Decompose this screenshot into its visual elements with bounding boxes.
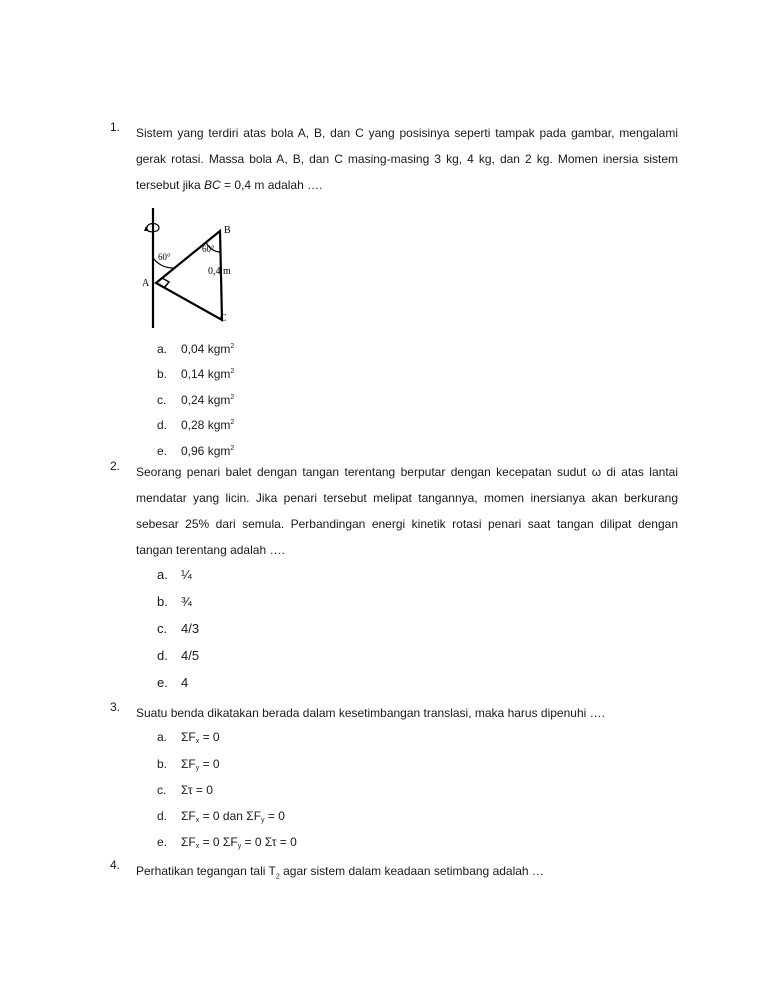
point-label-b: B: [224, 225, 231, 236]
q2-option-d[interactable]: d. 4/5: [157, 648, 200, 663]
arrow-head: [144, 226, 149, 231]
length-label-bc: 0,4 m: [208, 266, 231, 277]
question-2: [112, 459, 678, 563]
q1-option-a[interactable]: a. 0,04 kgm$^2$: [157, 342, 235, 356]
angle-label-b: 60°: [202, 244, 215, 254]
point-label-a: A: [142, 278, 150, 289]
q2-option-b[interactable]: b. ¾: [157, 594, 192, 609]
question-text: Seorang penari balet dengan tangan terentang berputar dengan kecepatan sudut ω di atas lantai mendatar yang licin. Jika penari tersebut melipat tangannya, momen inersianya akan berkurang sebesar 25% dari semula. Perbandingan energi kinetik rotasi penari saat tangan dilipat dengan tangan terentang adalah ….: [136, 465, 678, 557]
question-number: 2.: [110, 459, 121, 473]
q3-option-e[interactable]: e. $\Sigma F_x = 0$ $\Sigma F_y = 0$ Στ = 0: [157, 835, 297, 850]
q3-option-b[interactable]: b. $\Sigma F_y = 0$: [157, 757, 220, 772]
angle-label-a: 60°: [158, 252, 171, 262]
q3-option-c[interactable]: c. Στ = 0: [157, 783, 213, 797]
question-text: Suatu benda dikatakan berada dalam kesetimbangan translasi, maka harus dipenuhi ….: [136, 706, 605, 720]
q3-option-d[interactable]: d. $\Sigma F_x = 0$ dan $\Sigma F_y = 0$: [157, 809, 285, 824]
q2-option-c[interactable]: c. 4/3: [157, 621, 200, 636]
question-number: 4.: [110, 858, 121, 872]
rotation-system-figure: [138, 204, 248, 329]
point-label-c: C: [220, 313, 227, 324]
q2-option-a[interactable]: a. ¼: [157, 567, 192, 582]
q2-option-e[interactable]: e. 4: [157, 675, 189, 690]
q1-option-b[interactable]: b. 0,14 kgm$^2$: [157, 367, 235, 381]
question-number: 3.: [110, 700, 121, 714]
q3-option-a[interactable]: a. $\Sigma F_x = 0$: [157, 730, 220, 745]
question-3: [112, 700, 678, 726]
question-4: [112, 858, 678, 890]
question-1: [112, 120, 678, 198]
question-text: Perhatikan tegangan tali $T_2$ agar sistem dalam keadaan setimbang adalah …: [136, 864, 544, 881]
q1-option-d[interactable]: d. 0,28 kgm$^2$: [157, 418, 235, 432]
question-text: Sistem yang terdiri atas bola A, B, dan C yang posisinya seperti tampak pada gambar, mengalami gerak rotasi. Massa bola A, B, dan C masing-masing 3 kg, 4 kg, dan 2 kg. Momen inersia sistem tersebut jika BC = 0,4 m adalah ….: [136, 126, 678, 192]
question-number: 1.: [110, 120, 121, 134]
q1-option-e[interactable]: e. 0,96 kgm$^2$: [157, 444, 235, 458]
q1-option-c[interactable]: c. 0,24 kgm$^2$: [157, 393, 235, 407]
